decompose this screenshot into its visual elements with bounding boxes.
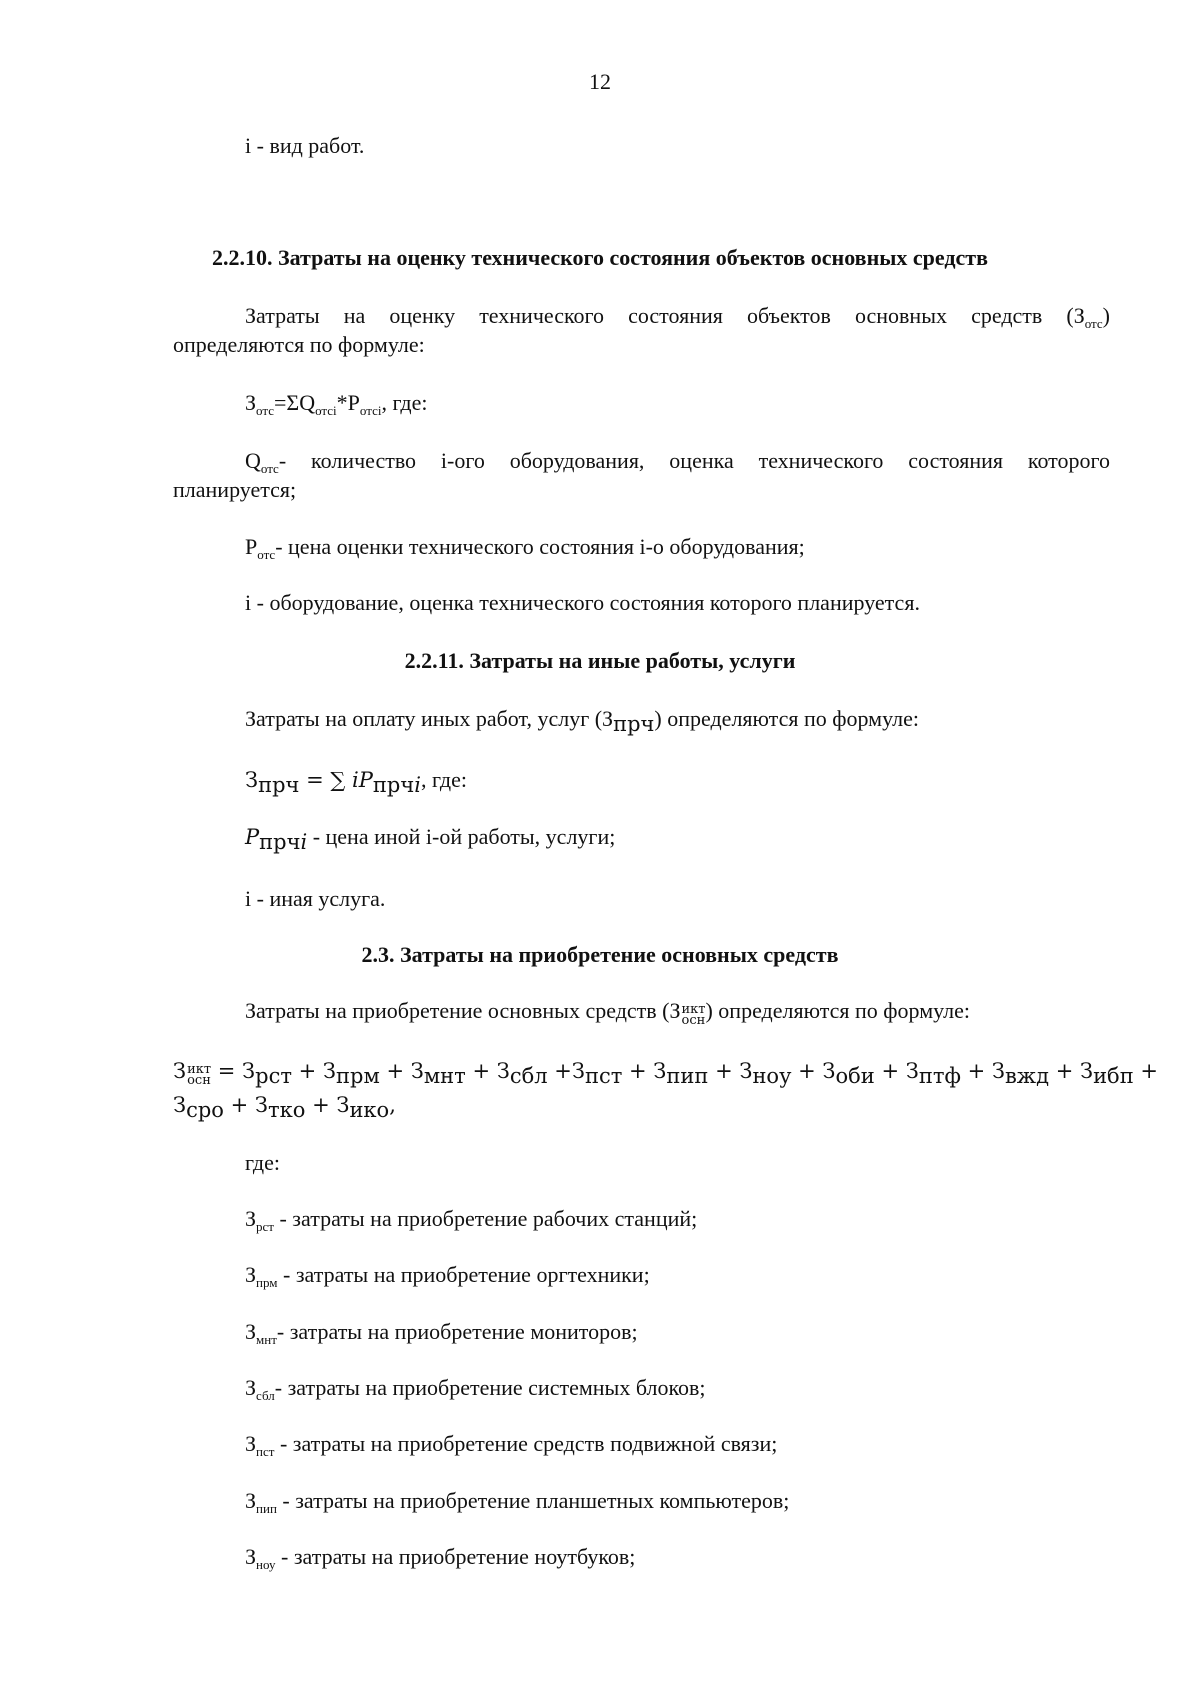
formula-plus: +	[223, 1093, 255, 1117]
formula-term-symbol: З	[1079, 1059, 1094, 1083]
formula-plus: +	[1133, 1059, 1158, 1083]
heading-2-3: 2.3. Затраты на приобретение основных средств	[361, 942, 839, 967]
list-item-symbol: З	[245, 1488, 257, 1513]
formula-term-subscript: сбл	[509, 1064, 548, 1088]
list-item-subscript: мнт	[256, 1332, 277, 1347]
definition-p-ots: $P_{отс}-$ цена оценки технического состояния i-о оборудования;	[245, 534, 805, 562]
list-item-subscript: пст	[256, 1444, 275, 1459]
list-item	[245, 1430, 777, 1458]
formula-comma: ,	[389, 1093, 396, 1117]
list-item	[245, 1205, 697, 1233]
formula-plus: +	[379, 1059, 411, 1083]
formula-lhs-subscript: осн	[187, 1073, 211, 1088]
formula-term-subscript: тко	[268, 1098, 306, 1122]
formula-plus: +	[291, 1059, 323, 1083]
definition-i-equipment: i - оборудование, оценка технического состояния которого планируется.	[245, 590, 920, 615]
formula-equals: =	[211, 1059, 243, 1083]
list-item-text: - затраты на приобретение планшетных компьютеров;	[276, 1488, 790, 1513]
formula-term-symbol: З	[653, 1059, 667, 1083]
heading-2-2-11: 2.2.11. Затраты на иные работы, услуги	[404, 648, 796, 673]
formula-term-symbol: З	[496, 1059, 510, 1083]
formula-plus: +	[622, 1059, 654, 1083]
formula-term-symbol: З	[173, 1093, 187, 1117]
formula-term-symbol: З	[336, 1093, 350, 1117]
list-item-text: - затраты на приобретение ноутбуков;	[275, 1544, 636, 1569]
list-item	[245, 1261, 650, 1289]
formula-term-subscript: прм	[336, 1064, 380, 1088]
list-item-text: - затраты на приобретение системных блоков;	[274, 1375, 706, 1400]
list-item	[245, 1543, 635, 1571]
formula-lhs-symbol: З	[173, 1059, 187, 1083]
formula-term-symbol: З	[571, 1059, 585, 1083]
list-item-subscript: пип	[256, 1501, 277, 1516]
formula-term-symbol: З	[410, 1059, 424, 1083]
list-item	[245, 1318, 638, 1346]
formula-term-subscript: пип	[666, 1064, 709, 1088]
definition-i-service: i - иная услуга.	[245, 886, 386, 911]
formula-term-symbol: З	[739, 1059, 753, 1083]
formula-term-subscript: мнт	[423, 1064, 466, 1088]
paragraph-tech-assessment-line2: определяются по формуле:	[173, 332, 425, 357]
label-where: где:	[245, 1150, 280, 1175]
list-item	[245, 1487, 789, 1515]
formula-z-ots: $З_{отс}=\Sigma Q_{отсi}*P_{отсi}$, где:	[245, 390, 428, 418]
list-item	[245, 1374, 706, 1402]
list-item-symbol: З	[245, 1319, 257, 1344]
formula-plus: +	[465, 1059, 497, 1083]
formula-term-symbol: З	[254, 1093, 268, 1117]
definition-q-ots-line2: планируется;	[173, 477, 297, 502]
line-work-type: i - вид работ.	[245, 133, 365, 158]
definition-q-ots: $Q_{отс}-$ количество i-ого оборудования, оценка технического состояния которого	[245, 448, 1110, 476]
list-item-symbol: З	[245, 1544, 257, 1569]
formula-plus: +	[1049, 1059, 1080, 1083]
formula-lhs-indices	[187, 1064, 211, 1086]
formula-term-subscript: ноу	[752, 1064, 792, 1088]
list-item-subscript: сбл	[256, 1388, 275, 1403]
list-item-symbol: З	[245, 1206, 257, 1231]
formula-plus: +	[791, 1059, 823, 1083]
list-item-text: - затраты на приобретение средств подвижной связи;	[274, 1431, 778, 1456]
heading-2-2-10: 2.2.10. Затраты на оценку технического состояния объектов основных средств	[212, 245, 988, 270]
list-item-subscript: ноу	[256, 1557, 276, 1572]
formula-term-symbol: З	[822, 1059, 836, 1083]
formula-term-subscript: оби	[835, 1064, 875, 1088]
formula-plus: +	[874, 1059, 906, 1083]
list-item-text: - затраты на приобретение оргтехники;	[277, 1262, 650, 1287]
formula-term-symbol: З	[991, 1059, 1005, 1083]
formula-plus: +	[547, 1059, 572, 1083]
formula-lhs-superscript: икт	[187, 1062, 212, 1077]
list-item-text: - затраты на приобретение мониторов;	[276, 1319, 638, 1344]
list-item-subscript: рст	[256, 1219, 274, 1234]
formula-z-prch: $З_{прч}$ = ∑ $iP_{прчi}$, где:	[245, 767, 467, 797]
definition-p-prch: $P_{прчi}$ - цена иной i-ой работы, услуги;	[245, 824, 616, 854]
formula-fixed-assets-line1	[173, 1057, 1158, 1086]
paragraph-other-works: Затраты на оплату иных работ, услуг $(З_{прч})$ определяются по формуле:	[245, 706, 919, 736]
paragraph-fixed-assets: Затраты на приобретение основных средств (З икт осн ) определяются по формуле:	[245, 998, 971, 1028]
formula-fixed-assets-line2	[173, 1091, 396, 1122]
formula-term-symbol: З	[322, 1059, 336, 1083]
formula-term-subscript: птф	[918, 1064, 961, 1088]
formula-term-subscript: рст	[255, 1064, 292, 1088]
formula-term-subscript: вжд	[1004, 1064, 1050, 1088]
formula-plus: +	[708, 1059, 740, 1083]
list-item-text: - затраты на приобретение рабочих станций;	[273, 1206, 698, 1231]
formula-term-symbol: З	[905, 1059, 919, 1083]
formula-term-subscript: сро	[186, 1098, 224, 1122]
formula-plus: +	[305, 1093, 337, 1117]
page-number: 12	[589, 69, 611, 94]
formula-plus: +	[960, 1059, 992, 1083]
list-item-symbol: З	[245, 1431, 257, 1456]
paragraph-tech-assessment: Затраты на оценку технического состояния объектов основных средств $(З_{отс})$	[245, 303, 1110, 331]
list-item-subscript: прм	[256, 1275, 278, 1290]
formula-term-symbol: З	[242, 1059, 256, 1083]
list-item-symbol: З	[245, 1375, 257, 1400]
formula-term-subscript: ико	[349, 1098, 390, 1122]
formula-term-subscript: ибп	[1093, 1064, 1134, 1088]
formula-term-subscript: пст	[584, 1064, 623, 1088]
list-item-symbol: З	[245, 1262, 257, 1287]
